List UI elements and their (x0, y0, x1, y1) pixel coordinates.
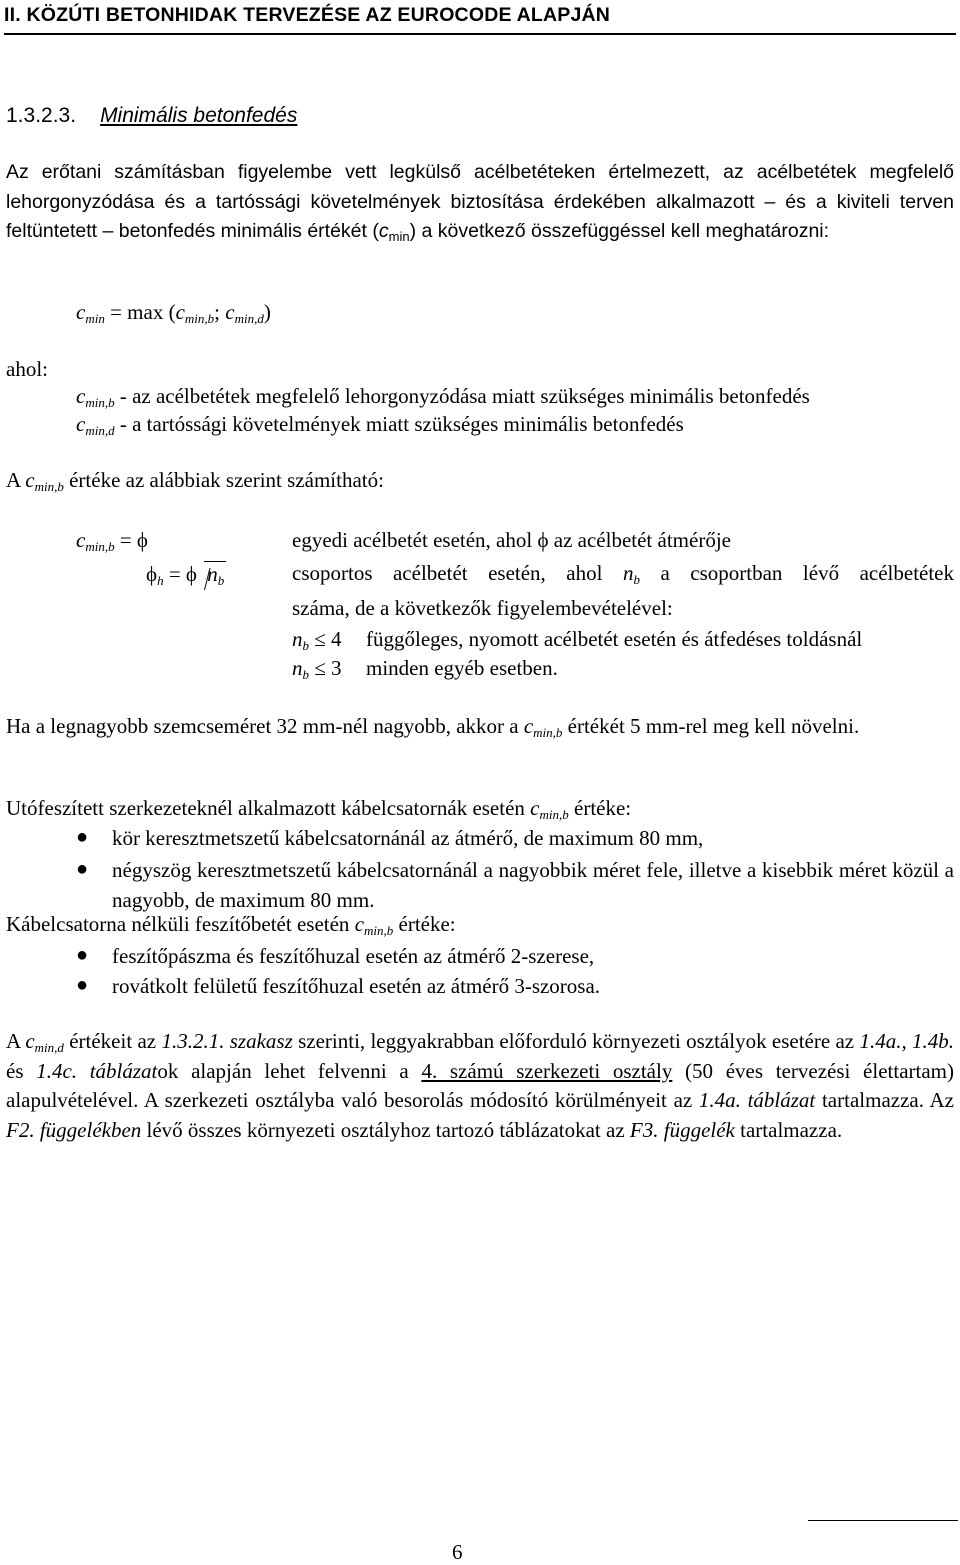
condition-2: $n_b \le 3$ (292, 656, 342, 682)
list-item: feszítőpászma és feszítőhuzal esetén az átmérő 2-szerese, (112, 944, 595, 968)
definition-cmin-b: $c_{min,b}$ - az acélbetétek megfelelő lehorgonyzódása miatt szükséges minimális betonfedés (76, 384, 810, 410)
formula-single-bar: $c_{min,b} = \phi$ (76, 528, 148, 554)
section-title: Minimális betonfedés (100, 104, 298, 127)
structural-class-ref: 4. számú szerkezeti osztály (421, 1058, 673, 1083)
list-item: négyszög keresztmetszetű kábelcsatornánál a nagyobbik méret fele, illetve a kisebbik méret közül a nagyobb, de maximum 80 mm. (112, 858, 954, 912)
bullet-icon: ● (76, 944, 89, 966)
formula-cmin: $c_{min} = \max (c_{min,b}$; $c_{min,d}$) (76, 300, 271, 326)
pre-tension-intro: Kábelcsatorna nélküli feszítőbetét esetén $c_{min,b}$ értéke: (6, 912, 456, 938)
section-heading (6, 104, 297, 128)
final-paragraph: A $c_{min,d}$ értékeit az 1.3.2.1. szakasz szerinti, leggyakrabban előforduló környezeti osztályok esetére az 1.4a., 1.4b. és 1.4c. táblázatok alapján lehet felvenni a 4. számú szerkezeti osztály (50 éves tervezési élettartam) alapulvételével. A szerkezeti osztályba való besorolás módosító körülményeit az 1.4a. táblázat tartalmazza. Az F2. függelékben lévő összes környezeti osztályhoz tartozó táblázatokat az F3. függelék tartalmazza. (6, 1029, 955, 1142)
condition-1: $n_b \le 4$ (292, 627, 342, 653)
list-item: kör keresztmetszetű kábelcsatornánál az átmérő, de maximum 80 mm, (112, 826, 704, 850)
grain-size-paragraph: Ha a legnagyobb szemcseméret 32 mm-nél nagyobb, akkor a $c_{min,b}$ értékét 5 mm-rel meg kell növelni. (6, 714, 860, 740)
condition-1-text: függőleges, nyomott acélbetét esetén és átfedéses toldásnál (366, 627, 863, 651)
post-tension-intro: Utófeszített szerkezeteknél alkalmazott kábelcsatornák esetén $c_{min,b}$ értéke: (6, 796, 632, 822)
list-item: rovátkolt felületű feszítőhuzal esetén az átmérő 3-szorosa. (112, 974, 601, 998)
calc-intro: A $c_{min,b}$ értéke az alábbiak szerint számítható: (6, 468, 384, 494)
footer-rule (808, 1520, 958, 1521)
intro-paragraph: Az erőtani számításban figyelembe vett legkülső acélbetéteken értelmezett, az acélbetétek megfelelő lehorgonyzódása és a tartóssági követelmények biztosítása érdekében alkalmazott – és a kiviteli terven feltüntetett – betonfedés minimális értékét $(c_{min})$ a következő összefüggéssel kell meghatározni: (6, 161, 954, 244)
ahol-label: ahol: (6, 357, 48, 381)
bullet-icon: ● (76, 974, 89, 996)
formula-bundled-desc-line1: csoportos acélbetét esetén, ahol $n_b$ a csoportban lévő acélbetétek (292, 561, 954, 587)
bullet-icon: ● (76, 826, 89, 848)
bullet-icon: ● (76, 858, 89, 880)
running-header: II. KÖZÚTI BETONHIDAK TERVEZÉSE AZ EUROCODE ALAPJÁN (4, 4, 956, 35)
formula-bundled-bars: $\phi_h = \phi$ $n_b$ (146, 562, 225, 588)
formula-single-bar-desc: egyedi acélbetét esetén, ahol ϕ az acélbetét átmérője (292, 528, 731, 552)
formula-bundled-desc-line2: száma, de a következők figyelembevételével: (292, 596, 673, 620)
condition-2-text: minden egyéb esetben. (366, 656, 558, 680)
sqrt-sign: $n_b$ (204, 561, 226, 587)
definition-cmin-d: $c_{min,d}$ - a tartóssági követelmények miatt szükséges minimális betonfedés (76, 412, 684, 438)
page-number: 6 (452, 1540, 463, 1564)
section-number: 1.3.2.3. (6, 104, 77, 127)
